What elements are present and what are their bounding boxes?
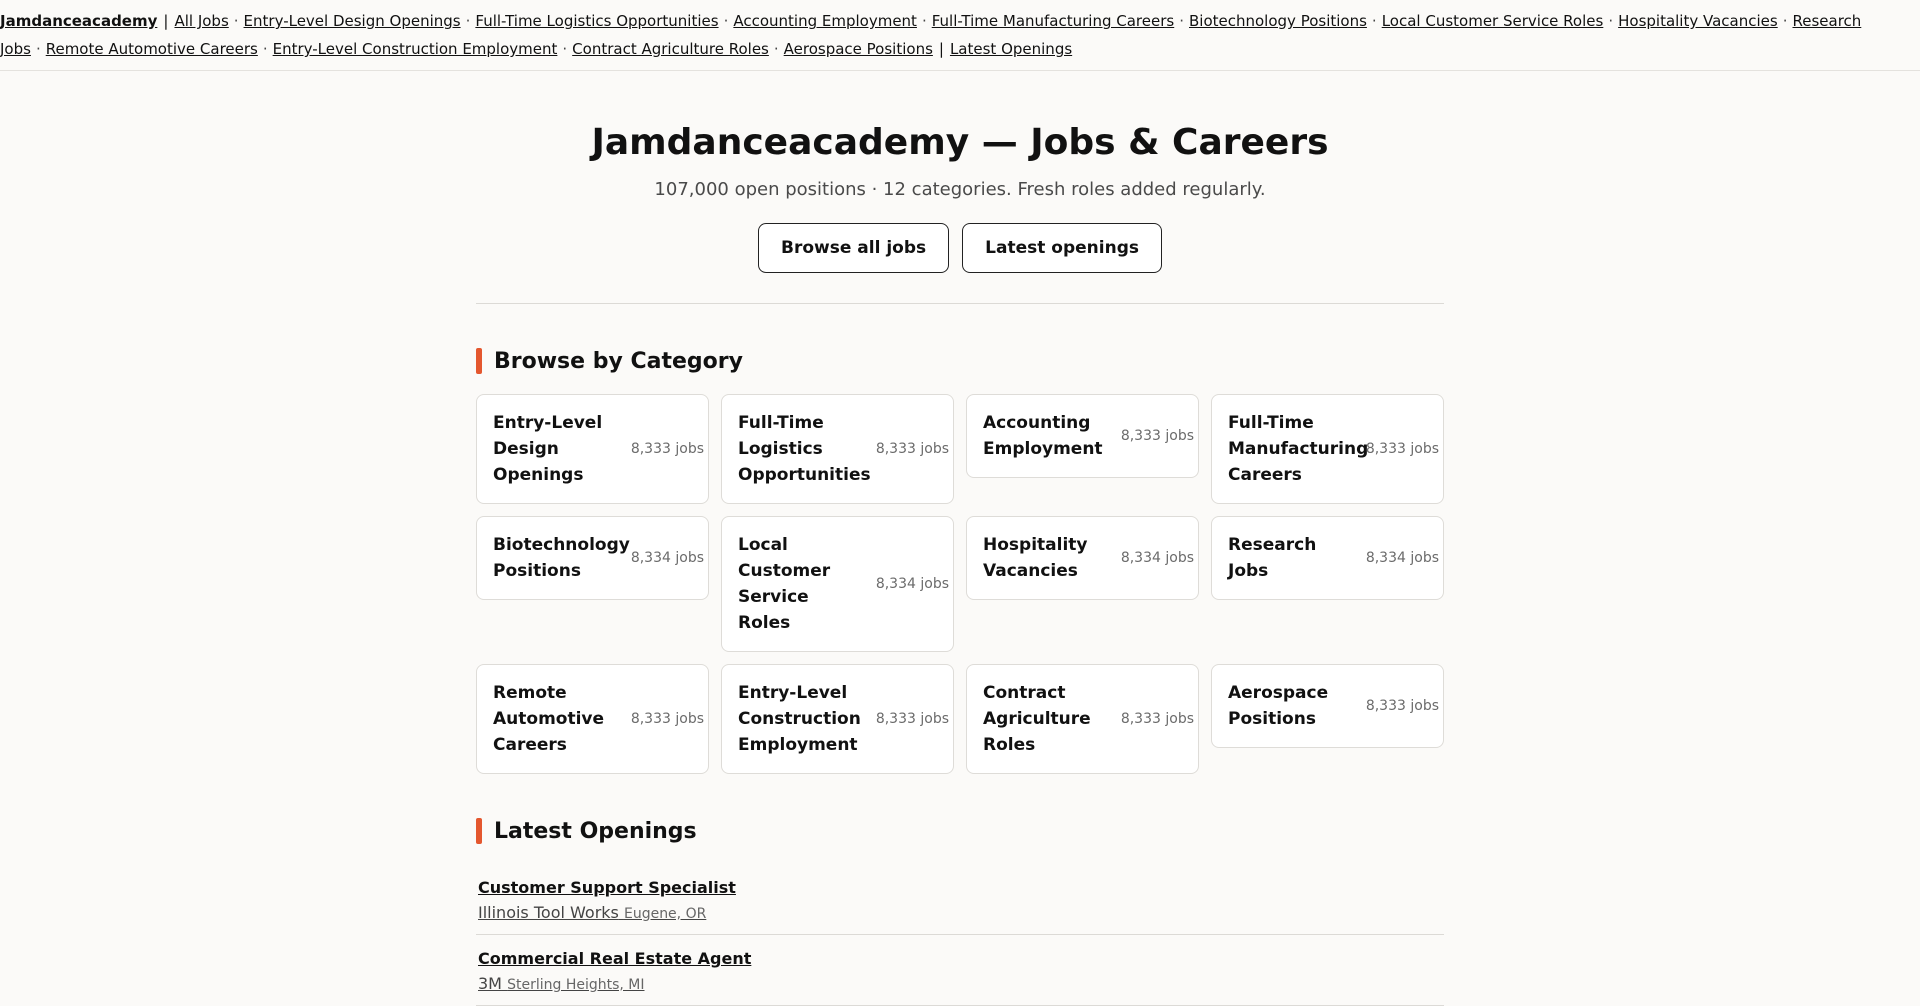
category-card-full-time-logistics[interactable] bbox=[721, 394, 954, 504]
category-card-entry-level-design[interactable] bbox=[476, 394, 709, 504]
category-name: Full-Time Manufacturing Careers bbox=[1228, 413, 1369, 485]
nav-separator: | bbox=[163, 12, 169, 30]
category-name: Local Customer Service Roles bbox=[738, 535, 831, 633]
nav-category-hospitality[interactable]: Hospitality Vacancies bbox=[1618, 12, 1778, 30]
accent-bar bbox=[476, 348, 482, 374]
hero bbox=[0, 71, 1920, 273]
category-grid bbox=[476, 394, 1444, 774]
category-count: 8,334 jobs bbox=[875, 576, 949, 592]
divider bbox=[476, 303, 1444, 304]
category-count: 8,333 jobs bbox=[1365, 441, 1439, 457]
page-title: Jamdanceacademy — Jobs & Careers bbox=[591, 122, 1329, 163]
category-name: Contract Agriculture Roles bbox=[983, 683, 1091, 755]
category-count: 8,333 jobs bbox=[875, 711, 949, 727]
category-count: 8,334 jobs bbox=[1120, 550, 1194, 566]
latest-jobs-list bbox=[476, 864, 1444, 1006]
category-count: 8,333 jobs bbox=[1120, 711, 1194, 727]
nav-separator: | bbox=[938, 40, 944, 58]
nav-category-research[interactable]: Research Jobs bbox=[0, 12, 1862, 58]
category-card-hospitality[interactable] bbox=[966, 516, 1199, 600]
category-card-biotechnology[interactable] bbox=[476, 516, 709, 600]
category-card-aerospace[interactable] bbox=[1211, 664, 1444, 748]
category-count: 8,333 jobs bbox=[875, 441, 949, 457]
category-count: 8,333 jobs bbox=[1120, 428, 1194, 444]
latest-openings-button[interactable]: Latest openings bbox=[962, 223, 1162, 273]
category-count: 8,334 jobs bbox=[630, 550, 704, 566]
category-card-contract-agriculture[interactable] bbox=[966, 664, 1199, 774]
job-location: Sterling Heights, MI bbox=[507, 977, 645, 993]
nav-category-aerospace[interactable]: Aerospace Positions bbox=[783, 40, 933, 58]
category-name: Remote Automotive Careers bbox=[493, 683, 605, 755]
category-name: Entry-Level Design Openings bbox=[493, 413, 603, 485]
category-card-full-time-manufacturing[interactable] bbox=[1211, 394, 1444, 504]
category-card-local-customer-service[interactable] bbox=[721, 516, 954, 652]
job-title-link[interactable]: Commercial Real Estate Agent bbox=[478, 949, 752, 968]
job-title-link[interactable]: Customer Support Specialist bbox=[478, 878, 736, 897]
job-meta bbox=[478, 974, 1442, 993]
job-listing bbox=[476, 864, 1444, 935]
category-count: 8,333 jobs bbox=[630, 711, 704, 727]
top-navigation: Jamdanceacademy | All Jobs · Entry-Level Design Openings · Full-Time Logistics Opportunities · Accounting Employment · Full-Time Manufacturing Careers · Biotechnology Positions · Local Customer Service Roles · Hospitality Vacancies · Research Jobs · Remote Automotive Careers · Entry-Level Construction Employment · Contract Agriculture Roles · Aerospace Positions | Latest Openings bbox=[0, 0, 1920, 71]
nav-category-biotechnology[interactable]: Biotechnology Positions bbox=[1189, 12, 1367, 30]
category-name: Entry-Level Construction Employment bbox=[738, 683, 861, 755]
latest-section-title: Latest Openings bbox=[476, 818, 1444, 844]
category-name: Research Jobs bbox=[1228, 535, 1317, 581]
nav-category-full-time-manufacturing[interactable]: Full-Time Manufacturing Careers bbox=[931, 12, 1175, 30]
nav-category-accounting[interactable]: Accounting Employment bbox=[733, 12, 917, 30]
job-listing bbox=[476, 935, 1444, 1006]
brand-link[interactable]: Jamdanceacademy bbox=[0, 12, 158, 30]
browse-section-title: Browse by Category bbox=[476, 348, 1444, 374]
nav-category-local-customer-service[interactable]: Local Customer Service Roles bbox=[1381, 12, 1604, 30]
category-card-accounting[interactable] bbox=[966, 394, 1199, 478]
job-company-link[interactable]: 3M Sterling Heights, MI bbox=[478, 974, 645, 993]
accent-bar bbox=[476, 818, 482, 844]
nav-category-remote-automotive[interactable]: Remote Automotive Careers bbox=[45, 40, 258, 58]
page-subtitle: 107,000 open positions · 12 categories. Fresh roles added regularly. bbox=[654, 179, 1266, 200]
category-count: 8,333 jobs bbox=[1365, 698, 1439, 714]
hero-buttons bbox=[0, 223, 1920, 273]
nav-category-contract-agriculture[interactable]: Contract Agriculture Roles bbox=[572, 40, 769, 58]
category-card-entry-level-construction[interactable] bbox=[721, 664, 954, 774]
category-name: Aerospace Positions bbox=[1228, 683, 1329, 729]
category-name: Hospitality Vacancies bbox=[983, 535, 1088, 581]
nav-category-entry-level-design[interactable]: Entry-Level Design Openings bbox=[243, 12, 461, 30]
nav-category-entry-level-construction[interactable]: Entry-Level Construction Employment bbox=[272, 40, 558, 58]
job-location: Eugene, OR bbox=[623, 906, 707, 922]
category-name: Full-Time Logistics Opportunities bbox=[738, 413, 871, 485]
main-content bbox=[476, 303, 1444, 1006]
category-card-remote-automotive[interactable] bbox=[476, 664, 709, 774]
job-company-link[interactable]: Illinois Tool Works Eugene, OR bbox=[478, 903, 707, 922]
category-card-research[interactable] bbox=[1211, 516, 1444, 600]
nav-category-full-time-logistics[interactable]: Full-Time Logistics Opportunities bbox=[475, 12, 719, 30]
category-count: 8,334 jobs bbox=[1365, 550, 1439, 566]
browse-all-jobs-button[interactable]: Browse all jobs bbox=[758, 223, 949, 273]
job-meta bbox=[478, 903, 1442, 922]
nav-all-jobs[interactable]: All Jobs bbox=[174, 12, 229, 30]
nav-latest-openings[interactable]: Latest Openings bbox=[949, 40, 1073, 58]
category-name: Accounting Employment bbox=[983, 413, 1103, 459]
category-count: 8,333 jobs bbox=[630, 441, 704, 457]
category-name: Biotechnology Positions bbox=[493, 535, 630, 581]
